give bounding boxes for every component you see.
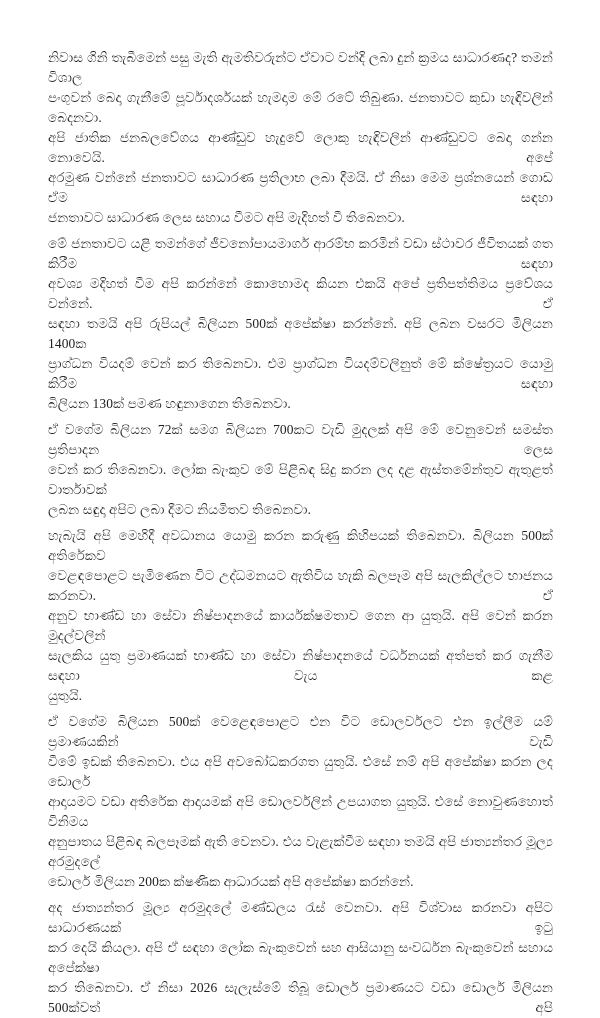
text-line: නිවාස ගිනි තැබීමෙන් පසු මැති ඇමතිවරුන්ට ඒවාට වන්දි ලබා දුන් ක්‍රමය සාධාරණද? තමන් විශාල (48, 50, 553, 85)
text-line: යුතුයි. (48, 688, 83, 703)
text-line: අද ජාත්‍යන්තර මූල්‍ය අරමුදලේ මණ්ඩලය රැස් වෙනවා. අපි විශ්වාස කරනවා අපිට සාධාරණයක් ඉටු (48, 900, 553, 935)
text-line: පංගුවන් බෙදා ගැනීමේ පූර්වාදර්ශයක් හැමදාම මේ රටේ තිබුණා. ජනතාවට කුඩා හැඳිවලින් බෙදනවා. (48, 90, 553, 125)
text-line: ඒ වගේම බිලියන 500ක් වෙළෙඳපොළට එන විට ඩොලර්වලට එන ඉල්ලීම යම් ප්‍රමාණයකින් වැඩි (48, 714, 553, 749)
text-line: අනුව භාණ්ඩ හා සේවා නිෂ්පාදනයේ කාර්යක්ෂමතාව ගෙන ආ යුතුයි. අපි වෙන් කරන මුදල්වලින් (48, 608, 553, 643)
text-line: හැබැයි අපි මෙහිදී අවධානය යොමු කරන කරුණු කිහිපයක් තිබෙනවා. බිලියන 500ක් අතිරේකව (48, 528, 553, 563)
text-line: ප්‍රාග්ධන වියදම් වෙන් කර තිබෙනවා. එම ප්‍රාග්ධන වියදම්වලිනුත් මේ ක්ෂේත්‍රයට යොමු කිරීම සඳහා (48, 356, 553, 391)
text-line: අරමුණ වන්නේ ජනතාවට සාධාරණ ප්‍රතිලාභ ලබා දීමයි. ඒ නිසා මෙම ප්‍රශ්නයෙන් ගොඩ ඒම සඳහා (48, 170, 553, 205)
paragraph (48, 712, 553, 892)
text-line: වෙළඳපොළට පැමිණෙන විට උද්ධමනයට ඇතිවිය හැකි බලපෑම අපි සැලකිල්ලට භාජනය කරනවා. ඒ (48, 568, 553, 603)
text-line: අවශ්‍ය මදිහත් වීම අපි කරන්නේ කොහොමද කියන එකයි අපේ ප්‍රතිපත්තිමය ප්‍රවේශය වන්නේ. ඒ (48, 276, 553, 311)
text-line: කර දෙයි කියලා. අපි ඒ සඳහා ලෝක බැංකුවෙන් සහ ආසියානු සංවර්ධන බැංකුවෙන් සහාය අපේක්ෂා (48, 940, 553, 975)
text-line: කර තිබෙනවා. ඒ නිසා 2026 සැලැස්මේ තිබූ ඩොලර් ප්‍රමාණයට වඩා ඩොලර් මිලියන 500ක්වත් අපි (48, 980, 553, 1015)
paragraph (48, 526, 553, 706)
text-line: අනුපාතය පිළිබඳ බලපෑමක් ඇති වෙනවා. එය වැළැක්වීම සඳහා තමයි අපි ජාත්‍යන්තර මූල්‍ය අරමුදලේ (48, 834, 553, 869)
paragraph (48, 898, 553, 1018)
text-line: ඒ වගේම බිලියන 72ක් සමග බිලියන 700කට වැඩි මුදලක් අපි මේ වෙනුවෙන් සමස්ත ප්‍රතිපාදන ලෙස (48, 422, 553, 457)
paragraph (48, 420, 553, 520)
text-line: වෙන් කර තිබෙනවා. ලෝක බැංකුව මේ පිළිබඳ සිදු කරන ලද දළ ඇස්තමේන්තුව ඇතුළත් වාර්තාවක් (48, 462, 553, 497)
text-line: අපි ජාතික ජනබලවේගය ආණ්ඩුව හැදුවේ ලොකු හැඳිවලින් ආණ්ඩුවට බෙදා ගන්න නොවෙයි. අපේ (48, 130, 553, 165)
text-line: ඩොලර් මිලියන 200ක ක්ෂණික ආධාරයක් අපි අපේක්ෂා කරන්නේ. (48, 874, 414, 889)
text-line: මේ ජනතාවට යළි තමන්ගේ ජීවනෝපායමාර්ග ආරම්භ කරමින් වඩා ස්ථාවර ජීවිතයක් ගත කිරීම සඳහා (48, 236, 553, 271)
text-line: ආදායමට වඩා අතිරේක ආදායමක් අපි ඩොලර්වලින් උපයාගත යුතුයි. එසේ නොවුණහොත් විනිමය (48, 794, 553, 829)
paragraph (48, 234, 553, 414)
text-line: ජනතාවට සාධාරණ ලෙස සහාය වීමට අපි මැදිහත් වී තිබෙනවා. (48, 210, 405, 225)
text-line: ලබන සඳුදා අපිට ලබා දීමට නියමිතව තිබෙනවා. (48, 502, 312, 517)
text-line: බිලියන 130ක් පමණ හඳුනාගෙන තිබෙනවා. (48, 396, 291, 411)
paragraph (48, 48, 553, 228)
text-line: වීමේ ඉඩක් තිබෙනවා. එය අපි අවබෝධකරගත යුතුයි. එසේ නම් අපි අපේක්ෂා කරන ලද ඩොලර් (48, 754, 553, 789)
text-line: සඳහා තමයි අපි රුපියල් බිලියන 500ක් අපේක්ෂා කරන්නේ. අපි ලබන වසරට මිලියන 1400ක (48, 316, 553, 351)
text-line: සැලකිය යුතු ප්‍රමාණයක් භාණ්ඩ හා සේවා නිෂ්පාදනයේ වර්ධනයක් අත්පත් කර ගැනීම සඳහා වැය කළ (48, 648, 553, 683)
